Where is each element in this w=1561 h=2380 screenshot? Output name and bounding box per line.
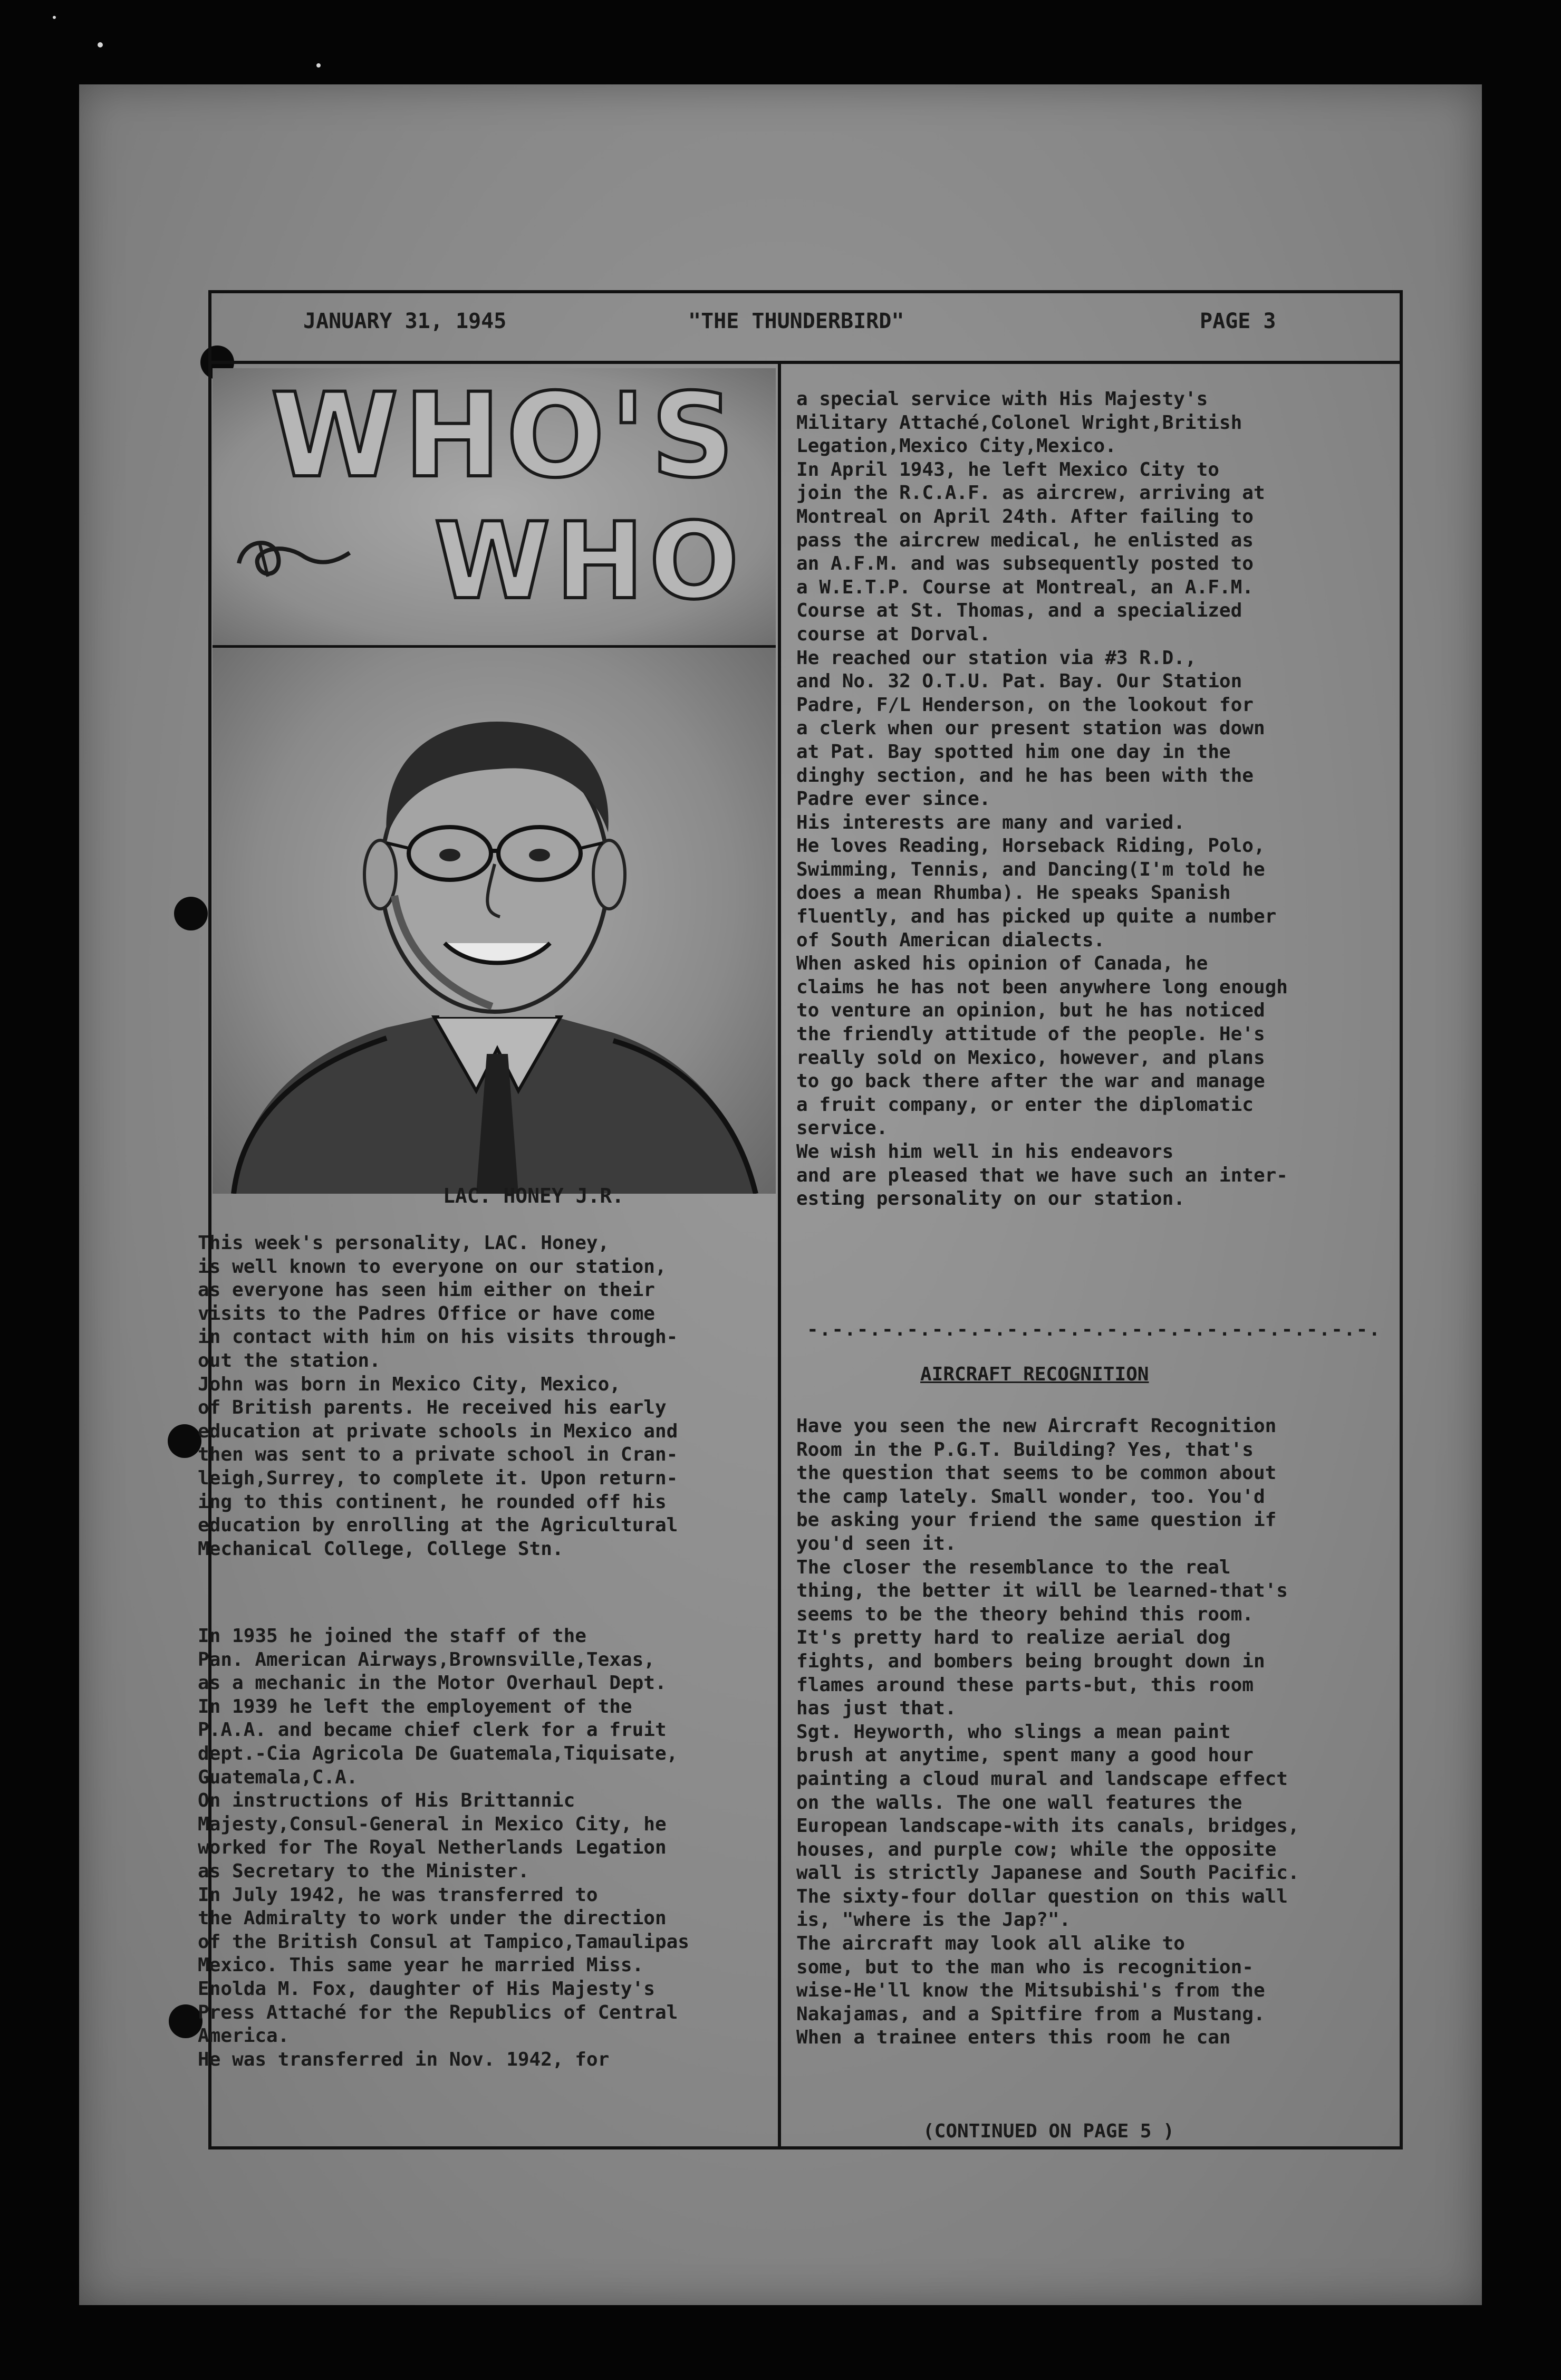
- masthead-line-2: WHO: [434, 500, 745, 623]
- issue-date: JANUARY 31, 1945: [303, 309, 507, 333]
- film-speck: [316, 63, 321, 68]
- profile-text-career: In 1935 he joined the staff of the Pan. American Airways,Brownsville,Texas, as a mechanic in the Motor Overhaul Dept. In 1939 he left the employement of the P.A.A. and became chief clerk for a fruit dept.-Cia Agricola De Guatemala,Tiquisate, Guatemala,C.A. On instructions of His Brittannic Majesty,Consul-General in Mexico City, he worked for The Royal Netherlands Legation as Secretary to the Minister. In July 1942, he was transferred to the Admiralty to work under the direction of the British Consul at Tampico,Tamaulipas Mexico. This same year he married Miss. Enolda M. Fox, daughter of His Majesty's Press Attaché for the Republics of Central America. He was transferred in Nov. 1942, for: [198, 1625, 689, 2070]
- binder-hole: [168, 1424, 201, 1458]
- newsletter-title: "THE THUNDERBIRD": [688, 309, 904, 333]
- binder-hole: [174, 897, 208, 930]
- film-speck: [53, 16, 56, 19]
- film-speck: [98, 42, 103, 47]
- page-number: PAGE 3: [1200, 309, 1276, 333]
- aircraft-recognition-heading: AIRCRAFT RECOGNITION: [920, 1364, 1149, 1385]
- continued-note: (CONTINUED ON PAGE 5 ): [923, 2120, 1174, 2142]
- portrait-caption: LAC. HONEY J.R.: [443, 1184, 624, 1207]
- masthead-line-1: WHO'S: [271, 368, 740, 503]
- page-header: [208, 290, 1403, 364]
- portrait-drawing: [213, 648, 776, 1194]
- whos-who-masthead: [213, 368, 776, 648]
- profile-text-intro: This week's personality, LAC. Honey, is well known to everyone on our station, as everyone has seen him either on their visits to the Padres Office or have come in contact with him on his visits through- out the station. John was born in Mexico City, Mexico, of British parents. He received his early education at private schools in Mexico and then was sent to a private school in Cran- leigh,Surrey, to complete it. Upon return- ing to this continent, he rounded off his education by enrolling at the Agricultural Mechanical College, College Stn.: [198, 1232, 678, 1560]
- profile-text-continued: a special service with His Majesty's Military Attaché,Colonel Wright,British Legation,Mexico City,Mexico. In April 1943, he left Mexico City to join the R.C.A.F. as aircrew, arriving at Montreal on April 24th. After failing to pass the aircrew medical, he enlisted as an A.F.M. and was subsequently posted to a W.E.T.P. Course at Montreal, an A.F.M. Course at St. Thomas, and a specialized course at Dorval. He reached our station via #3 R.D., and No. 32 O.T.U. Pat. Bay. Our Station Padre, F/L Henderson, on the lookout for a clerk when our present station was down at Pat. Bay spotted him one day in the dinghy section, and he has been with the Padre ever since. His interests are many and varied. He loves Reading, Horseback Riding, Polo, Swimming, Tennis, and Dancing(I'm told he does a mean Rhumba). He speaks Spanish fluently, and has picked up quite a number of South American dialects. When asked his opinion of Canada, he claims he has not been anywhere long enough to venture an opinion, but he has noticed the friendly attitude of the people. He's really sold on Mexico, however, and plans to go back there after the war and manage a fruit company, or enter the diplomatic service. We wish him well in his endeavors and are pleased that we have such an inter- esting personality on our station.: [796, 388, 1288, 1210]
- column-divider: [778, 364, 781, 2149]
- aircraft-recognition-text: Have you seen the new Aircraft Recognition Room in the P.G.T. Building? Yes, that's the question that seems to be common about the camp lately. Small wonder, too. You'd be asking your friend the same question if you'd seen it. The closer the resemblance to the real thing, the better it will be learned-that's seems to be the theory behind this room. It's pretty hard to realize aerial dog fights, and bombers being brought down in flames around these parts-but, this room has just that. Sgt. Heyworth, who slings a mean paint brush at anytime, spent many a good hour painting a cloud mural and landscape effect on the walls. The one wall features the European landscape-with its canals, bridges, houses, and purple cow; while the opposite wall is strictly Japanese and South Pacific. The sixty-four dollar question on this wall is, "where is the Jap?". The aircraft may look all alike to some, but to the man who is recognition- wise-He'll know the Mitsubishi's from the Nakajamas, and a Spitfire from a Mustang. When a trainee enters this room he can: [796, 1415, 1299, 2049]
- flourish-icon: [228, 526, 360, 590]
- portrait-sketch: [213, 648, 776, 1194]
- section-rule: -.-.-.-.-.-.-.-.-.-.-.-.-.-.-.-.-.-.-.-.-.-.-.: [807, 1319, 1381, 1340]
